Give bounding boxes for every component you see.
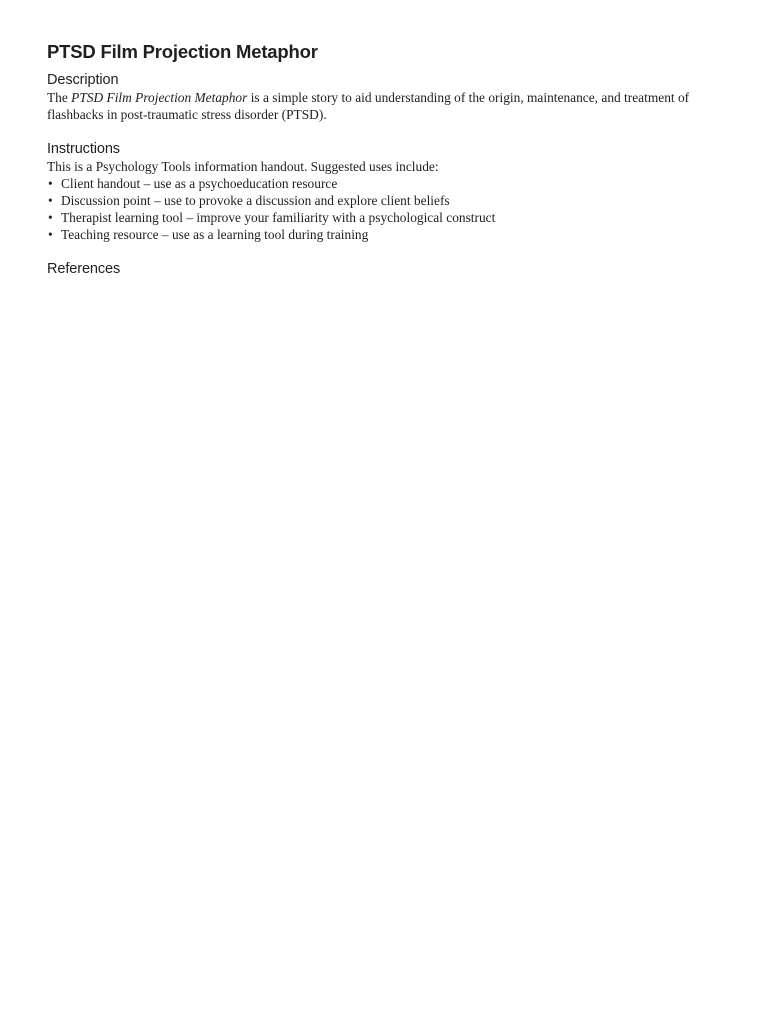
list-item [47,192,722,209]
description-heading: Description [47,72,119,88]
instructions-section [47,140,722,243]
description-text-italic: PTSD Film Projection Metaphor [71,90,248,105]
instructions-heading: Instructions [47,141,120,157]
description-section [47,71,722,123]
instructions-list [47,175,722,243]
list-item-text: Teaching resource – use as a learning tool during training [61,227,369,242]
instructions-intro: This is a Psychology Tools information handout. Suggested uses include: [47,159,439,174]
bullet-icon: • [48,176,53,191]
list-item-text: Client handout – use as a psychoeducation resource [61,176,338,191]
references-section [47,260,722,278]
description-text-suffix: is a simple story to aid understanding of the origin, maintenance, and treatment of flashbacks in post-traumatic stress disorder (PTSD). [47,90,690,122]
description-text-prefix: The [47,90,72,105]
list-item-text: Discussion point – use to provoke a discussion and explore client beliefs [61,193,450,208]
description-text [47,89,722,123]
list-item [47,175,722,192]
list-item-text: Therapist learning tool – improve your familiarity with a psychological construct [61,210,496,225]
bullet-icon: • [48,193,53,208]
list-item [47,226,722,243]
list-item [47,209,722,226]
bullet-icon: • [48,227,53,242]
bullet-icon: • [48,210,53,225]
page-title: PTSD Film Projection Metaphor [47,41,318,62]
references-heading: References [47,261,121,277]
